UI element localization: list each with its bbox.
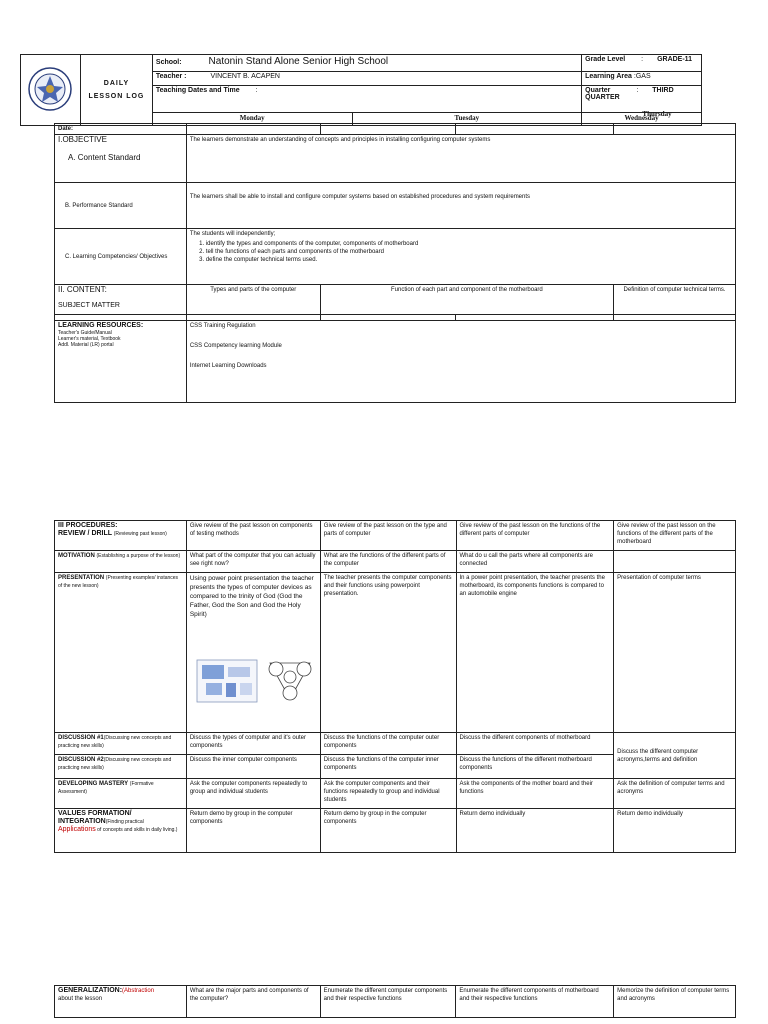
teacher-name: VINCENT B. ACAPEN [210,72,280,80]
resource-item: Internet Learning Downloads [189,363,267,369]
content-label-cell [55,285,187,315]
presentation-mon-cell [186,573,320,733]
area-label: Learning Area [585,72,632,80]
content-standard-label: A. Content Standard [68,153,141,162]
discussion1-label: DISCUSSION #1 [58,735,104,741]
presentation-diagram [196,659,317,703]
generalization-label-cell [55,986,187,1018]
content-tue-wed: Function of each part and component of the motherboard [320,285,614,315]
area-value: :GAS [633,72,651,80]
discussion-thu: Discuss the different computer acronyms,terms and definition [614,733,736,779]
mastery-thu: Ask the definition of computer terms and acronyms [614,779,736,809]
school-cell [152,55,581,72]
school-name: Natonin Stand Alone Senior High School [208,56,389,67]
quarter-label: Quarter [585,87,611,95]
mastery-tue: Ask the computer components and their functions repeatedly to group and individual students [320,779,456,809]
dates-value: : [255,87,258,95]
competency-item: 2. tell the functions of each parts and components of the motherboard [206,248,732,256]
resource-item: CSS Training Regulation [189,323,256,329]
teacher-cell [152,71,581,85]
grade-sep: : [641,56,644,63]
procedures-table [54,520,736,853]
content-thu: Definition of computer technical terms. [614,285,736,315]
dll-title [80,55,152,126]
procedures-label: III PROCEDURES: [58,522,118,529]
grade-label: Grade Level [585,56,626,63]
day-thursday: Thursday [642,110,672,118]
competencies-label: C. Learning Competencies/ Objectives [55,229,187,285]
mastery-mon: Ask the computer components repeatedly to group and individual students [186,779,320,809]
computer-parts-diagram-icon [196,659,258,703]
presentation-tue: The teacher presents the computer components and their functions using powerpoint presentation. [320,573,456,733]
header-table [20,54,702,126]
motivation-wed: What do u call the parts where all components are connected [456,551,614,573]
area-cell [582,71,702,85]
day-wednesday: Wednesday [582,112,702,125]
review-mon: Give review of the past lesson on components of testing methods [186,521,320,551]
review-note: (Reviewing past lesson) [113,531,167,537]
title-line1: DAILY [103,80,130,87]
mastery-note: (Formative Assessment) [58,781,154,795]
presentation-label: PRESENTATION [58,575,105,581]
resource-item: CSS Competency learning Module [189,343,282,349]
presentation-mon: Using power point presentation the teacher presents the types of computer devices as compared to the trinity of God (God the Father, God the Son and God the Holy Spirit) [189,575,314,618]
date-wed [456,124,614,135]
generalization-label: GENERALIZATION: [58,987,123,994]
dates-label: Teaching Dates and Time [155,87,240,95]
mastery-label-cell [55,779,187,809]
date-label: Date: [55,124,187,135]
resources-cell [186,321,735,403]
discussion1-tue: Discuss the functions of the computer outer components [320,733,456,755]
discussion1-label-cell [55,733,187,755]
discussion2-mon: Discuss the inner computer components [186,755,320,779]
discussion2-wed: Discuss the functions of the different motherboard components [456,755,614,779]
discussion1-wed: Discuss the different components of motherboard [456,733,614,755]
values-label1: VALUES FORMATION/ [58,810,132,817]
values-label-line [58,818,183,826]
day-tuesday: Tuesday [352,112,582,125]
discussion2-note: (Discussing new concepts and practicing new skills) [58,757,172,771]
teacher-label: Teacher : [155,72,187,80]
school-label: School: [155,59,182,66]
resources-label: LEARNING RESOURCES: [58,322,144,329]
dates-cell [152,86,581,112]
grade-cell [582,55,702,72]
presentation-note: (Presenting examples/ instances of the new lesson) [58,575,179,589]
resources-label-cell [55,321,187,403]
deped-seal-icon [27,66,73,112]
presentation-label-cell [55,573,187,733]
competency-item: 1. identify the types and components of the computer, components of motherboard [206,240,732,248]
performance-label: B. Performance Standard [55,183,187,229]
generalization-red: (Abstraction [122,988,155,994]
motivation-thu [614,551,736,573]
motivation-label: MOTIVATION [58,553,95,559]
motivation-mon: What part of the computer that you can actually see right now? [186,551,320,573]
generalization-wed: Enumerate the different components of motherboard and their respective functions [456,986,614,1018]
review-thu: Give review of the past lesson on the functions of the different parts of the motherboard [614,521,736,551]
objective-label: I.OBJECTIVE [58,135,107,144]
discussion2-label-cell [55,755,187,779]
values-note1: (Finding practical [105,819,144,825]
date-thu [614,124,736,135]
generalization-note: about the lesson [58,996,103,1002]
title-line2: LESSON LOG [88,93,145,100]
generalization-tue: Enumerate the different computer components and their respective functions [320,986,456,1018]
date-mon [186,124,320,135]
values-label2: INTEGRATION [58,818,106,825]
mastery-label: DEVELOPING MASTERY [58,781,129,787]
grade-value: GRADE-11 [657,56,693,63]
generalization-mon: What are the major parts and components of the computer? [186,986,320,1018]
review-label-cell [55,521,187,551]
values-thu: Return demo individually [614,809,736,853]
day-monday: Monday [152,112,352,125]
review-label-line [58,530,183,538]
discussion1-mon: Discuss the types of computer and it's outer components [186,733,320,755]
performance-text: The learners shall be able to install and configure computer systems based on established procedures and system requirements [186,183,735,229]
discussion1-note: (Discussing new concepts and practicing new skills) [58,735,172,749]
values-tue: Return demo by group in the computer components [320,809,456,853]
logo-cell [21,55,81,126]
competencies-cell [186,229,735,285]
competencies-list [190,240,732,264]
quarter-sep: : [636,87,639,95]
subject-matter-label: SUBJECT MATTER [58,302,120,309]
values-label-cell [55,809,187,853]
generalization-thu: Memorize the definition of computer terms and acronyms [614,986,736,1018]
generalization-table [54,985,736,1018]
content-standard-label-cell [55,135,187,183]
resources-note: Learner's material, Textbook [58,336,121,342]
motivation-note: (Establishing a purpose of the lesson) [96,553,181,559]
quarter-value2: QUARTER [585,94,620,102]
discussion2-tue: Discuss the functions of the computer inner components [320,755,456,779]
review-tue: Give review of the past lesson on the type and parts of computer [320,521,456,551]
presentation-thu: Presentation of computer terms [614,573,736,733]
values-note2: of concepts and skills in daily living.) [97,827,178,833]
motivation-tue: What are the functions of the different parts of the computer [320,551,456,573]
content-standard-text: The learners demonstrate an understanding of concepts and principles in installing configuring computer systems [186,135,735,183]
competency-item: 3. define the computer technical terms used. [206,256,732,264]
quarter-value: THIRD [652,87,674,95]
trinity-diagram-icon [264,659,316,703]
objectives-table [54,123,736,403]
values-note-line [58,826,183,834]
presentation-wed: In a power point presentation, the teacher presents the motherboard, its components functions is compared to an automobile engine [456,573,614,733]
competencies-intro: The students will independently; [189,231,276,237]
review-wed: Give review of the past lesson on the functions of the different parts of computer [456,521,614,551]
resources-note: Teacher's Guide/Manual [58,330,112,336]
motivation-label-cell [55,551,187,573]
content-mon: Types and parts of the computer [186,285,320,315]
content-label: II. CONTENT: [58,285,107,294]
values-wed: Return demo individually [456,809,614,853]
discussion2-label: DISCUSSION #2 [58,757,104,763]
review-label: REVIEW / DRILL [58,530,113,537]
mastery-wed: Ask the components of the mother board and their functions [456,779,614,809]
quarter-cell [582,86,702,112]
values-mon: Return demo by group in the computer components [186,809,320,853]
date-tue [320,124,456,135]
resources-note: Addl. Material (LR) portal [58,342,114,348]
values-note-red: Applications [58,826,96,833]
